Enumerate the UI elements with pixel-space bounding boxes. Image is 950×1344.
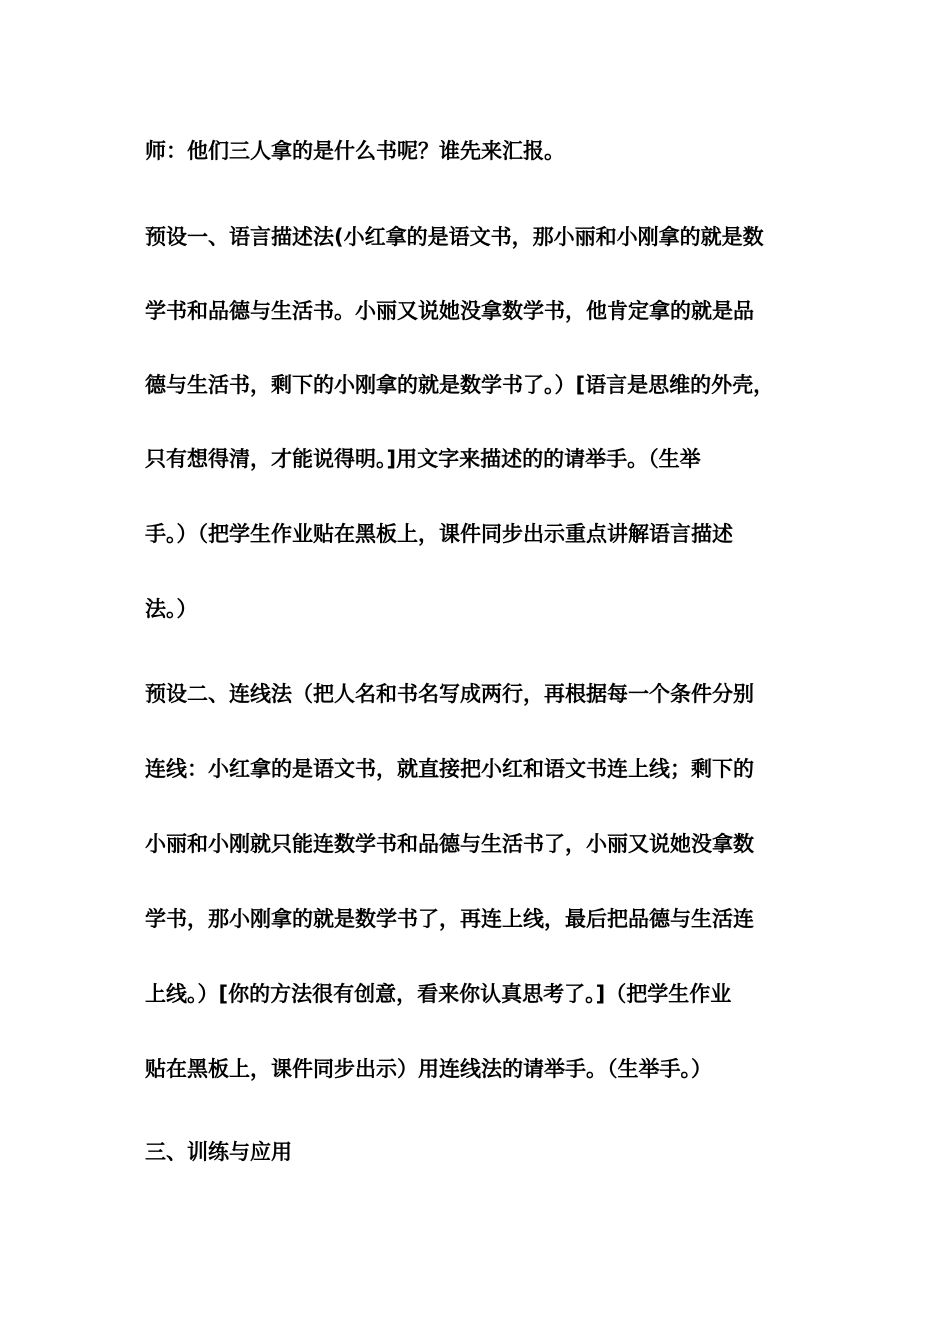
paragraph-preset-one-line-2: 学书和品德与生活书。小丽又说她没拿数学书，他肯定拿的就是品 bbox=[145, 299, 754, 323]
paragraph-preset-one-line-3: 德与生活书，剩下的小刚拿的就是数学书了。）[语言是思维的外壳， bbox=[145, 373, 775, 397]
paragraph-preset-one-line-4: 只有想得清，才能说得明。]用文字来描述的的请举手。（生举 bbox=[145, 447, 701, 471]
section-heading-training: 三、训练与应用 bbox=[145, 1140, 292, 1164]
paragraph-preset-two-line-3: 小丽和小刚就只能连数学书和品德与生活书了，小丽又说她没拿数 bbox=[145, 832, 754, 856]
paragraph-preset-one-line-6: 法。） bbox=[145, 597, 198, 621]
paragraph-preset-one-line-5: 手。）（把学生作业贴在黑板上，课件同步出示重点讲解语言描述 bbox=[145, 522, 733, 546]
paragraph-preset-two-line-4: 学书，那小刚拿的就是数学书了，再连上线，最后把品德与生活连 bbox=[145, 907, 754, 931]
paragraph-preset-two-line-1: 预设二、连线法（把人名和书名写成两行，再根据每一个条件分别 bbox=[145, 682, 754, 706]
dialogue-teacher-question: 师：他们三人拿的是什么书呢？谁先来汇报。 bbox=[145, 139, 565, 163]
paragraph-preset-two-line-6: 贴在黑板上，课件同步出示）用连线法的请举手。（生举手。） bbox=[145, 1057, 712, 1081]
paragraph-preset-two-line-2: 连线：小红拿的是语文书，就直接把小红和语文书连上线；剩下的 bbox=[145, 757, 754, 781]
paragraph-preset-two-line-5: 上线。）[你的方法很有创意，看来你认真思考了。]（把学生作业 bbox=[145, 982, 732, 1006]
paragraph-preset-one-line-1: 预设一、语言描述法(小红拿的是语文书，那小丽和小刚拿的就是数 bbox=[145, 225, 764, 249]
